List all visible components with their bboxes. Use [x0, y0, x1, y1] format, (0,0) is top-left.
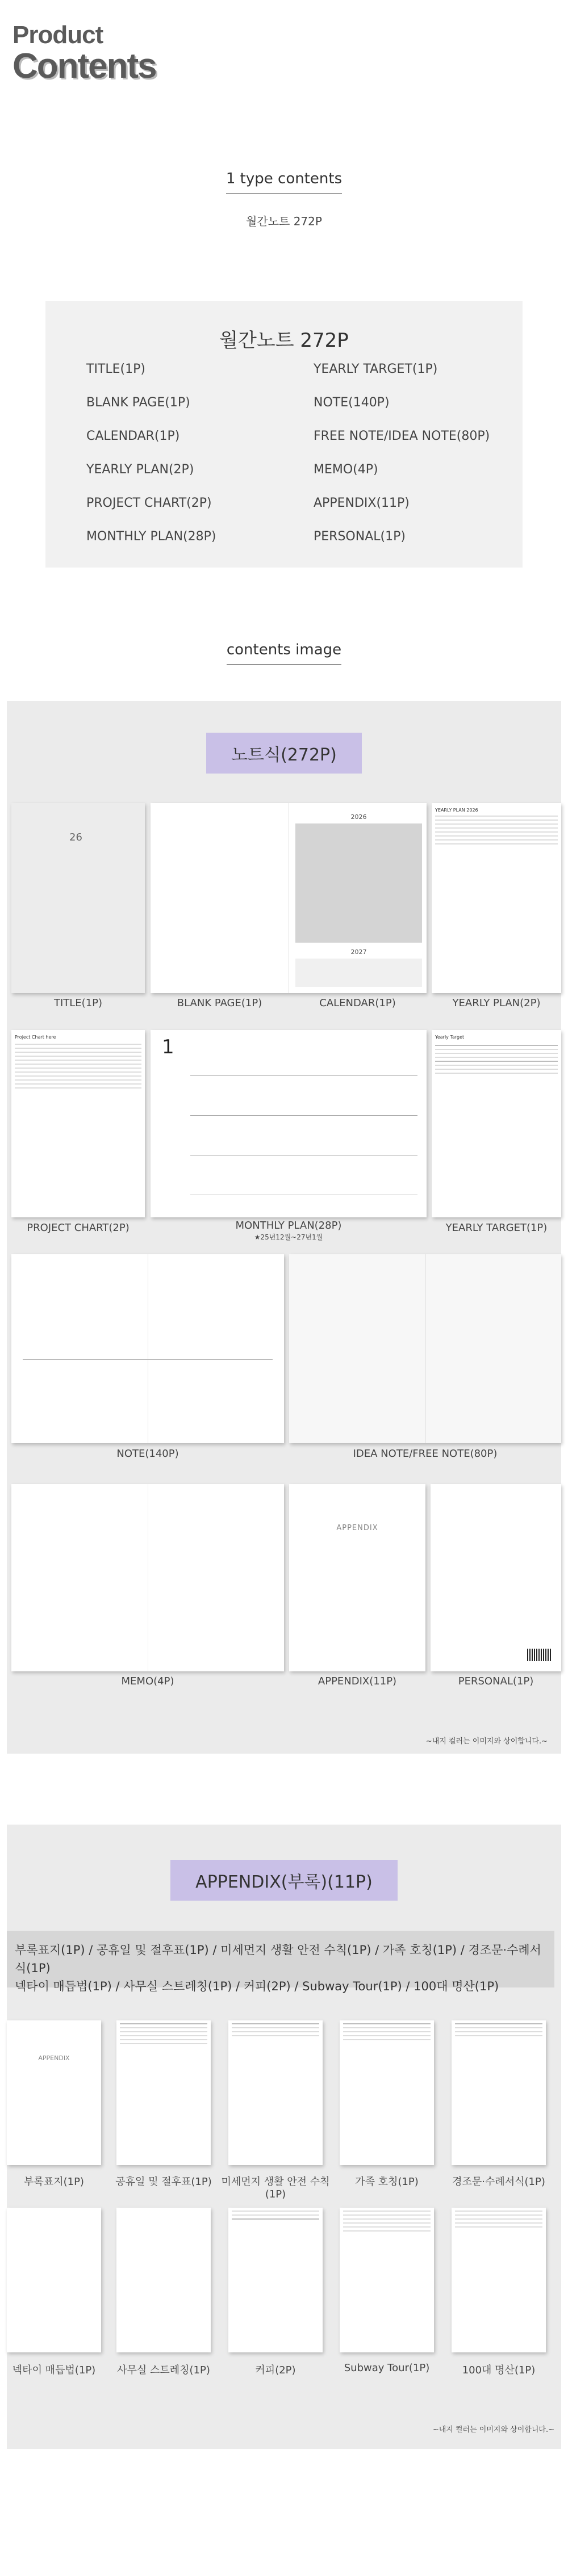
coffee-thumb: [228, 2208, 323, 2352]
spec-item: BLANK PAGE(1P): [86, 396, 190, 410]
project-chart-head: Project Chart here: [15, 1035, 56, 1040]
spec-item: TITLE(1P): [86, 362, 145, 376]
spec-item: MONTHLY PLAN(28P): [86, 530, 216, 544]
yearly-plan-thumb: [432, 803, 561, 993]
caption-title: TITLE(1P): [53, 997, 103, 1009]
yearly-target-head: Yearly Target: [435, 1035, 465, 1040]
spec-list: [86, 362, 495, 544]
mountains-thumb: [452, 2208, 546, 2352]
contents-image-heading-text: contents image: [227, 641, 341, 665]
necktie-knot-thumb: [7, 2208, 101, 2352]
subway-tour-thumb: [340, 2208, 434, 2352]
appendix-list-line1: 부록표지(1P) / 공휴일 및 절후표(1P) / 미세먼지 생활 안전 수칙(1P) / 가족 호칭(1P) / 경조문·수례서식(1P): [15, 1943, 541, 1975]
appendix-list-line2: 넥타이 매듭법(1P) / 사무실 스트레칭(1P) / 커피(2P) / Subway Tour(1P) / 100대 명산(1P): [15, 1980, 499, 1993]
caption-project-chart: PROJECT CHART(2P): [27, 1222, 130, 1234]
office-stretch-thumb: [116, 2208, 211, 2352]
condolence-form-thumb: [452, 2020, 546, 2165]
caption-monthly-plan-note: ★25년12월~27년1월: [254, 1233, 323, 1241]
appendix-pill: [7, 1860, 561, 1901]
spec-item: YEARLY PLAN(2P): [86, 463, 194, 477]
color-disclaimer: ~내지 컬러는 이미지와 상이합니다.~: [425, 1737, 548, 1746]
appendix-thumb-word: APPENDIX: [336, 1524, 378, 1532]
family-title-thumb: [340, 2020, 434, 2165]
calendar-grid-block: [295, 823, 422, 943]
appendix-caption: 커피(2P): [255, 2364, 296, 2376]
memo-page-thumb: [11, 1484, 284, 1671]
appendix-caption: Subway Tour(1P): [344, 2362, 430, 2374]
spec-item: NOTE(140P): [314, 396, 390, 410]
note-page-thumb: [11, 1254, 284, 1443]
holiday-table-thumb: [116, 2020, 211, 2165]
personal-page-thumb: [431, 1484, 561, 1671]
idea-note-thumb: [289, 1254, 561, 1443]
caption-yearly-target: YEARLY TARGET(1P): [445, 1222, 548, 1234]
appendix-color-disclaimer: ~내지 컬러는 이미지와 상이합니다.~: [432, 2426, 554, 2434]
caption-appendix: APPENDIX(11P): [318, 1675, 397, 1687]
page-hero-title: [12, 23, 156, 84]
caption-memo: MEMO(4P): [121, 1675, 174, 1687]
appendix-pill-text: APPENDIX(부록)(11P): [170, 1860, 398, 1901]
appendix-cover-word: APPENDIX: [38, 2054, 70, 2062]
spec-box: [45, 301, 523, 568]
appendix-caption: 경조문·수례서식(1P): [452, 2176, 545, 2188]
appendix-caption: 넥타이 매듭법(1P): [12, 2364, 96, 2376]
appendix-caption: 부록표지(1P): [24, 2176, 84, 2188]
spec-item: PROJECT CHART(2P): [86, 496, 212, 510]
monthly-plan-day: 1: [162, 1036, 174, 1058]
appendix-item-list: [7, 1931, 554, 1993]
type-contents-heading: [0, 170, 568, 194]
spec-item: CALENDAR(1P): [86, 429, 180, 443]
spec-item: MEMO(4P): [314, 463, 378, 477]
hero-line2: Contents: [12, 47, 156, 86]
spec-item: YEARLY TARGET(1P): [314, 362, 438, 376]
calendar-next-year-label: 2027: [350, 948, 367, 956]
caption-note: NOTE(140P): [116, 1448, 179, 1460]
contents-image-heading: [0, 641, 568, 665]
yearly-plan-head: YEARLY PLAN 2026: [435, 808, 478, 813]
spec-item: PERSONAL(1P): [314, 530, 406, 544]
appendix-page-thumb: [289, 1484, 425, 1671]
caption-blank-page: BLANK PAGE(1P): [177, 997, 262, 1009]
caption-yearly-plan: YEARLY PLAN(2P): [452, 997, 541, 1009]
blank-calendar-spread-thumb: [151, 803, 427, 993]
fine-dust-thumb: [228, 2020, 323, 2165]
caption-idea-note: IDEA NOTE/FREE NOTE(80P): [353, 1448, 498, 1460]
yearly-target-thumb: [432, 1030, 561, 1217]
note-type-pill-text: 노트식(272P): [206, 733, 362, 774]
caption-monthly-plan: MONTHLY PLAN(28P): [235, 1220, 342, 1232]
appendix-caption: 공휴일 및 절후표(1P): [115, 2176, 212, 2188]
spec-title: 월간노트 272P: [219, 329, 349, 352]
hero-line1: Product: [12, 21, 103, 49]
appendix-caption: 100대 명산(1P): [462, 2364, 536, 2376]
appendix-caption: 미세먼지 생활 안전 수칙(1P): [221, 2176, 330, 2200]
spec-item: FREE NOTE/IDEA NOTE(80P): [314, 429, 490, 443]
type-contents-subtitle: 월간노트 272P: [246, 215, 322, 228]
spec-item: APPENDIX(11P): [314, 496, 410, 510]
calendar-year-label: 2026: [350, 813, 367, 821]
barcode-icon: [527, 1649, 552, 1661]
title-page-thumb: [11, 803, 145, 993]
note-type-pill: [7, 733, 561, 774]
contents-image-panel: [7, 701, 561, 1754]
caption-calendar: CALENDAR(1P): [319, 997, 396, 1009]
caption-personal: PERSONAL(1P): [458, 1675, 534, 1687]
appendix-caption: 가족 호칭(1P): [355, 2176, 419, 2188]
appendix-cover-thumb: [7, 2020, 101, 2165]
type-contents-heading-text: 1 type contents: [226, 170, 342, 194]
monthly-plan-thumb: [151, 1030, 427, 1217]
appendix-caption: 사무실 스트레칭(1P): [117, 2364, 210, 2376]
project-chart-thumb: [11, 1030, 145, 1217]
title-year-mark: 26: [69, 831, 82, 843]
